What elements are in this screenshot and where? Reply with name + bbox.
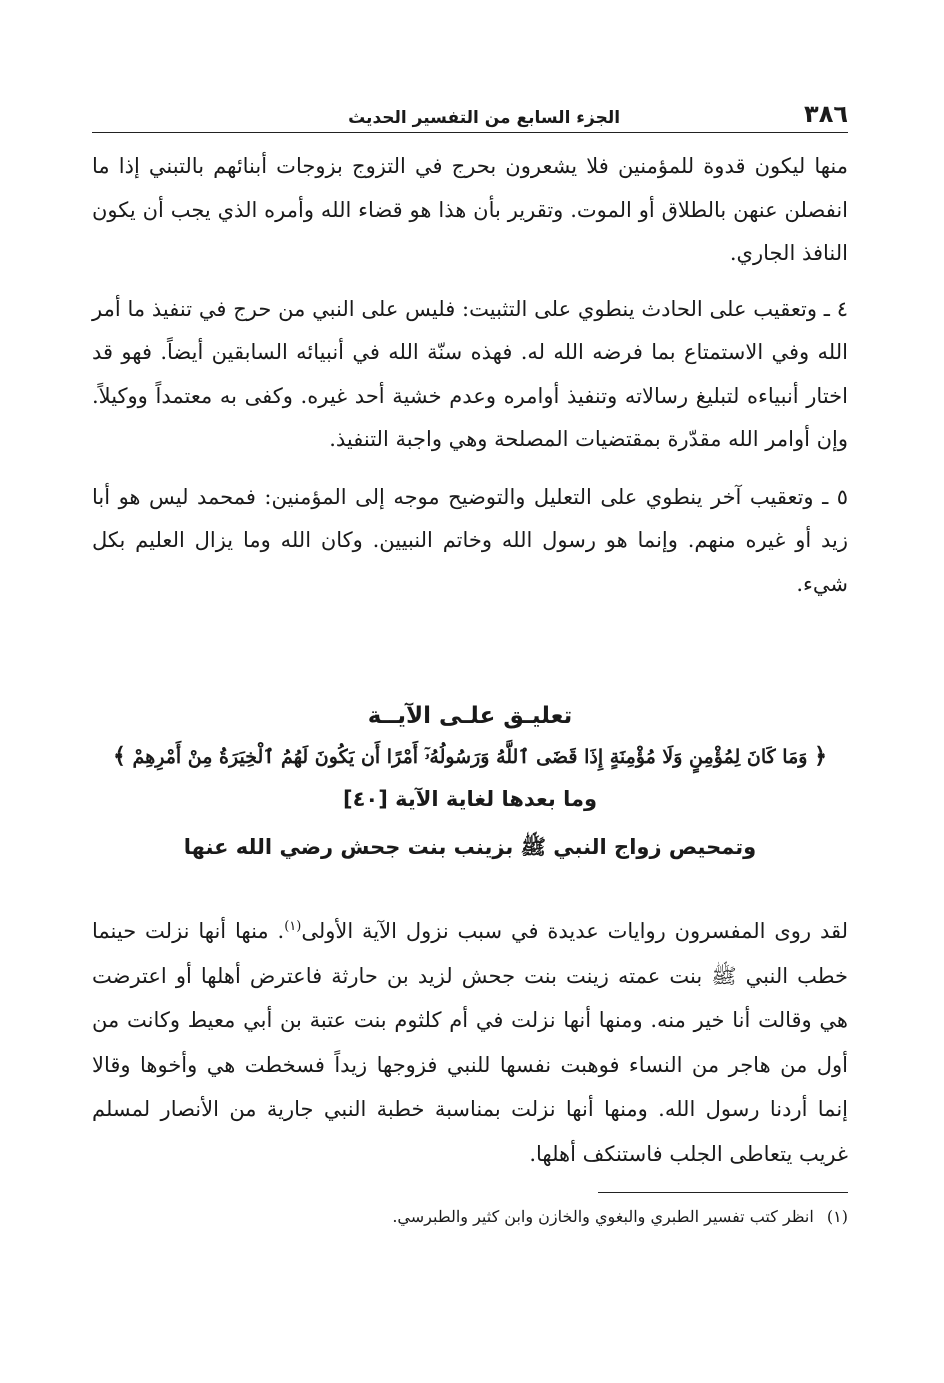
footnote bbox=[92, 1201, 848, 1233]
paragraph-main bbox=[92, 909, 848, 1176]
verse-range: وما بعدها لغاية الآية [٤٠] bbox=[342, 787, 598, 811]
footnote-divider bbox=[598, 1192, 848, 1193]
verse-text: وَمَا كَانَ لِمُؤْمِنٍ وَلَا مُؤْمِنَةٍ إِذَا قَضَى ٱللَّهُ وَرَسُولُهُۥٓ أَمْرًا أَن يَكُونَ لَهُمُ ٱلْخِيَرَةُ مِنْ أَمْرِهِمْ bbox=[132, 746, 808, 768]
footnote-number: (١) bbox=[826, 1207, 848, 1226]
verse-close-bracket: ﴾ bbox=[113, 743, 126, 769]
footnote-marker: (١) bbox=[284, 919, 302, 934]
paragraph-continuation: منها ليكون قدوة للمؤمنين فلا يشعرون بحرج في التزوج بزوجات أبنائهم بالتبني إذا ما انفصلن عنهن بالطلاق أو الموت. وتقرير بأن هذا هو قضاء الله وأمره الذي يجب أن يكون النافذ الجاري. bbox=[92, 154, 848, 265]
quran-verse bbox=[92, 736, 848, 777]
section-heading-block bbox=[92, 696, 848, 871]
footnote-text: انظر كتب تفسير الطبري والبغوي والخازن وابن كثير والطبرسي. bbox=[392, 1207, 814, 1226]
page-number: ٣٨٦ bbox=[804, 100, 848, 128]
paragraph-item-4: ٤ ـ وتعقيب على الحادث ينطوي على التثبيت: فليس على النبي من حرج في تنفيذ ما أمر الله وفي الاستمتاع بما فرضه الله له. فهذه سنّة الله في أنبيائه السابقين أيضاً. فهو قد اختار أنبياءه لتبليغ رسالاته وتنفيذ أوامره وعدم خشية أحد غيره. وكفى به معتمداً ووكيلاً. وإن أوامر الله مقدّرة بمقتضيات المصلحة وهي واجبة التنفيذ. bbox=[92, 296, 848, 451]
section-subtitle: وتمحيص زواج النبي ﷺ بزينب بنت جحش رضي الله عنها bbox=[183, 835, 757, 859]
running-header bbox=[92, 92, 848, 133]
main-text-after-note: . منها أنها نزلت حينما خطب النبي ﷺ بنت عمته زينت بنت جحش لزيد بن حارثة فاعترض أهلها أو اعترضت هي وقالت أنا خير منه. ومنها أنها نزلت في أم كلثوم بنت عتبة بن أبي معيط وكانت من أول من هاجر من النساء فوهبت نفسها للنبي فزوجها زيداً فسخطت هي وأخوها وقالا إنما أردنا رسول الله. ومنها أنها نزلت بمناسبة خطبة النبي جارية من الأنصار لمسلم غريب يتعاطى الجلب فاستنكف أهلها. bbox=[92, 919, 848, 1166]
verse-open-bracket: ﴿ bbox=[814, 743, 827, 769]
running-header-title: الجزء السابع من التفسير الحديث bbox=[348, 108, 621, 128]
book-page bbox=[92, 92, 848, 1233]
section-title: تعليـق علـى الآيــة bbox=[367, 703, 573, 729]
paragraph-item-5: ٥ ـ وتعقيب آخر ينطوي على التعليل والتوضيح موجه إلى المؤمنين: فمحمد ليس هو أبا زيد أو غيره منهم. وإنما هو رسول الله وخاتم النبيين. وكان الله وما يزال العليم بكل شيء. bbox=[92, 484, 849, 596]
main-text-before-note: لقد روى المفسرون روايات عديدة في سبب نزول الآية الأولى bbox=[301, 919, 848, 943]
